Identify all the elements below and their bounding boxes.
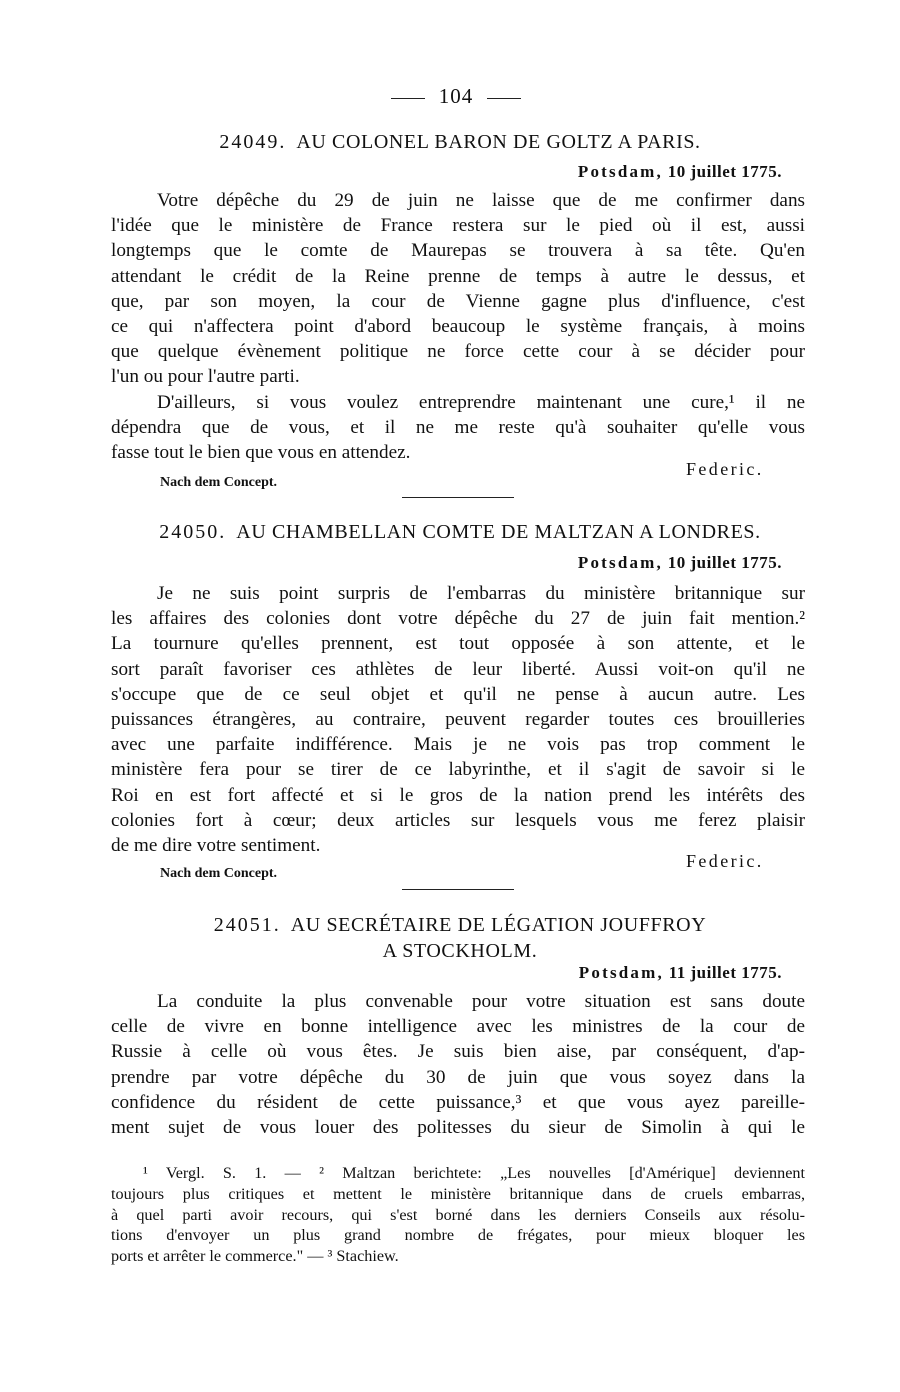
text-line: colonies fort à cœur; deux articles sur lesquels vous me ferez plaisir <box>111 809 805 831</box>
page-number-dash-right <box>487 98 521 99</box>
signature: Federic. <box>686 459 764 479</box>
text-line: confidence du résident de cette puissance,³ et que vous ayez pareille- <box>111 1091 805 1113</box>
text-line: l'idée que le ministère de France restera sur le pied où il est, aussi <box>111 215 805 237</box>
section-divider <box>402 497 514 498</box>
source-note: Nach dem Concept. <box>160 866 278 881</box>
source-note: Nach dem Concept. <box>160 475 278 490</box>
text-line: longtemps que le comte de Maurepas se trouvera à sa tête. Qu'en <box>111 240 805 262</box>
footnote-line: tions d'envoyer un plus grand nombre de frégates, pour mieux bloquer les <box>111 1226 805 1245</box>
text-line: l'un ou pour l'autre parti. <box>111 366 300 388</box>
text-line: de me dire votre sentiment. <box>111 834 321 856</box>
letter-place-date: Potsdam, 10 juillet 1775. <box>577 553 782 572</box>
letter-title: AU COLONEL BARON DE GOLTZ A PARIS. <box>296 131 701 153</box>
text-line: puissances étrangères, au contraire, peuvent regarder toutes ces brouilleries <box>111 708 805 730</box>
text-line: sort paraît favoriser ces athlètes de leur liberté. Aussi voit-on qu'il ne <box>111 658 805 680</box>
text-line: que, par son moyen, la cour de Vienne gagne plus d'influence, c'est <box>111 290 805 312</box>
letter-place-date: Potsdam, 10 juillet 1775. <box>577 162 782 181</box>
text-line: Russie à celle où vous êtes. Je suis bien aise, par conséquent, d'ap- <box>111 1041 805 1063</box>
letter-heading <box>110 521 810 544</box>
text-line: ce qui n'affectera point d'abord beaucoup le système français, à moins <box>111 315 805 337</box>
footnote-line: toujours plus critiques et mettent le ministère britannique dans de cruels embarras, <box>111 1184 805 1203</box>
letter-body <box>111 188 805 465</box>
text-line: D'ailleurs, si vous voulez entreprendre maintenant une cure,¹ il ne <box>157 391 805 413</box>
text-line: Votre dépêche du 29 de juin ne laisse que de me confirmer dans <box>157 190 805 211</box>
page-number: 104 <box>0 84 900 109</box>
text-line: dépendra que de vous, et il ne me reste qu'à souhaiter qu'elle vous <box>111 416 805 438</box>
text-line: avec une parfaite indifférence. Mais je ne vois pas trop comment le <box>111 734 805 756</box>
text-line: Roi en est fort affecté et si le gros de la nation prend les intérêts des <box>111 784 805 806</box>
text-line: les affaires des colonies dont votre dépêche du 27 de juin fait mention.² <box>111 608 805 630</box>
letter-title-continued: A STOCKHOLM. <box>382 940 538 962</box>
text-line: s'occupe que de ce seul objet et qu'il ne pense à aucun autre. Les <box>111 683 805 705</box>
letter-number: 24050. <box>159 521 227 543</box>
text-line: celle de vivre en bonne intelligence avec les ministres de la cour de <box>111 1016 805 1038</box>
letter-number: 24051. <box>213 914 281 936</box>
letter-title: AU CHAMBELLAN COMTE DE MALTZAN A LONDRES. <box>236 521 761 543</box>
text-line: ministère fera pour se tirer de ce labyrinthe, et il s'agit de savoir si le <box>111 759 805 781</box>
text-line: que quelque évènement politique ne force cette cour à se décider pour <box>111 341 805 363</box>
footnote-line: à quel parti avoir recours, qui s'est borné dans les derniers Conseils aux résolu- <box>111 1205 805 1224</box>
letter-title: AU SECRÉTAIRE DE LÉGATION JOUFFROY <box>290 914 707 936</box>
section-divider <box>402 889 514 890</box>
footnote-line: ¹ Vergl. S. 1. — ² Maltzan berichtete: „Les nouvelles [d'Amérique] deviennent <box>143 1164 805 1182</box>
letter-heading <box>110 131 810 154</box>
text-line: attendant le crédit de la Reine prenne de temps à autre le dessus, et <box>111 265 805 287</box>
letter-number: 24049. <box>219 131 287 153</box>
text-line: La conduite la plus convenable pour votre situation est sans doute <box>157 991 805 1012</box>
footnote-line: ports et arrêter le commerce." — ³ Stachiew. <box>111 1247 399 1266</box>
text-line: ment sujet de vous louer des politesses du sieur de Simolin à qui le <box>111 1116 805 1138</box>
letter-body <box>111 989 805 1140</box>
letter-body <box>111 581 805 858</box>
text-line: Je ne suis point surpris de l'embarras du ministère britannique sur <box>157 583 805 604</box>
footnotes <box>111 1163 805 1267</box>
text-line: La tournure qu'elles prennent, est tout opposée à son attente, et le <box>111 633 805 655</box>
text-line: prendre par votre dépêche du 30 de juin que vous soyez dans la <box>111 1066 805 1088</box>
signature: Federic. <box>686 851 764 871</box>
letter-place-date: Potsdam, 11 juillet 1775. <box>578 963 782 982</box>
text-line: fasse tout le bien que vous en attendez. <box>111 441 411 463</box>
letter-heading <box>110 914 810 937</box>
page-number-dash-left <box>391 98 425 99</box>
